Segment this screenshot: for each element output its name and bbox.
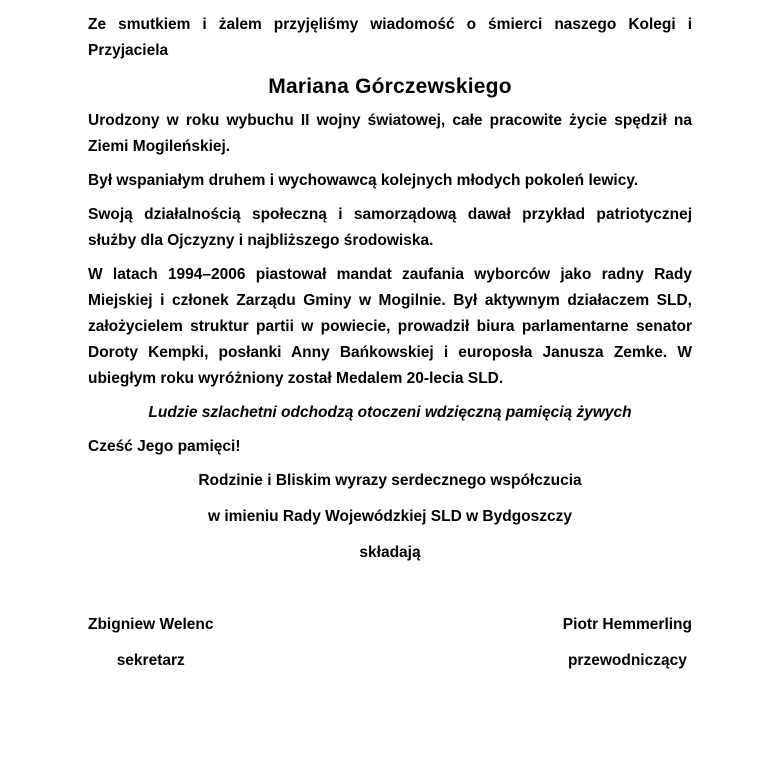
- condolence-line-submit: składają: [359, 544, 421, 561]
- deceased-name-heading: Mariana Górczewskiego: [268, 75, 512, 98]
- signature-left-role: sekretarz: [116, 652, 185, 669]
- paragraph-mentor: Był wspaniałym druhem i wychowawcą kolejnych młodych pokoleń lewicy.: [88, 172, 639, 189]
- paragraph-service: Swoją działalnością społeczną i samorządową dawał przykład patriotycznej służby dla Ojczyzny i najbliższego środowiska.: [88, 206, 692, 249]
- signature-right: [563, 612, 692, 674]
- tribute-line: Cześć Jego pamięci!: [88, 438, 241, 455]
- condolence-line-family: Rodzinie i Bliskim wyrazy serdecznego współczucia: [198, 472, 582, 489]
- signature-right-name: Piotr Hemmerling: [562, 616, 692, 633]
- condolence-line-council: w imieniu Rady Wojewódzkiej SLD w Bydgoszczy: [207, 508, 573, 525]
- intro-text: Ze smutkiem i żalem przyjęliśmy wiadomość o śmierci naszego Kolegi i Przyjaciela: [88, 16, 692, 59]
- paragraph-career: W latach 1994–2006 piastował mandat zaufania wyborców jako radny Rady Miejskiej i członek Zarządu Gminy w Mogilnie. Był aktywnym działaczem SLD, założycielem struktur partii w powiecie, prowadził biura parlamentarne senator Doroty Kempki, posłanki Anny Bańkowskiej i europosła Janusza Zemke. W ubiegłym roku wyróżniony został Medalem 20-lecia SLD.: [88, 266, 692, 387]
- memorial-quote: Ludzie szlachetni odchodzą otoczeni wdzięczną pamięcią żywych: [148, 404, 632, 421]
- signature-row: [88, 612, 692, 674]
- paragraph-birth: Urodzony w roku wybuchu II wojny światowej, całe pracowite życie spędził na Ziemi Mogileńskiej.: [88, 112, 692, 155]
- signature-left-name: Zbigniew Welenc: [88, 616, 214, 633]
- signature-left: [88, 612, 213, 674]
- signature-right-role: przewodniczący: [567, 652, 687, 669]
